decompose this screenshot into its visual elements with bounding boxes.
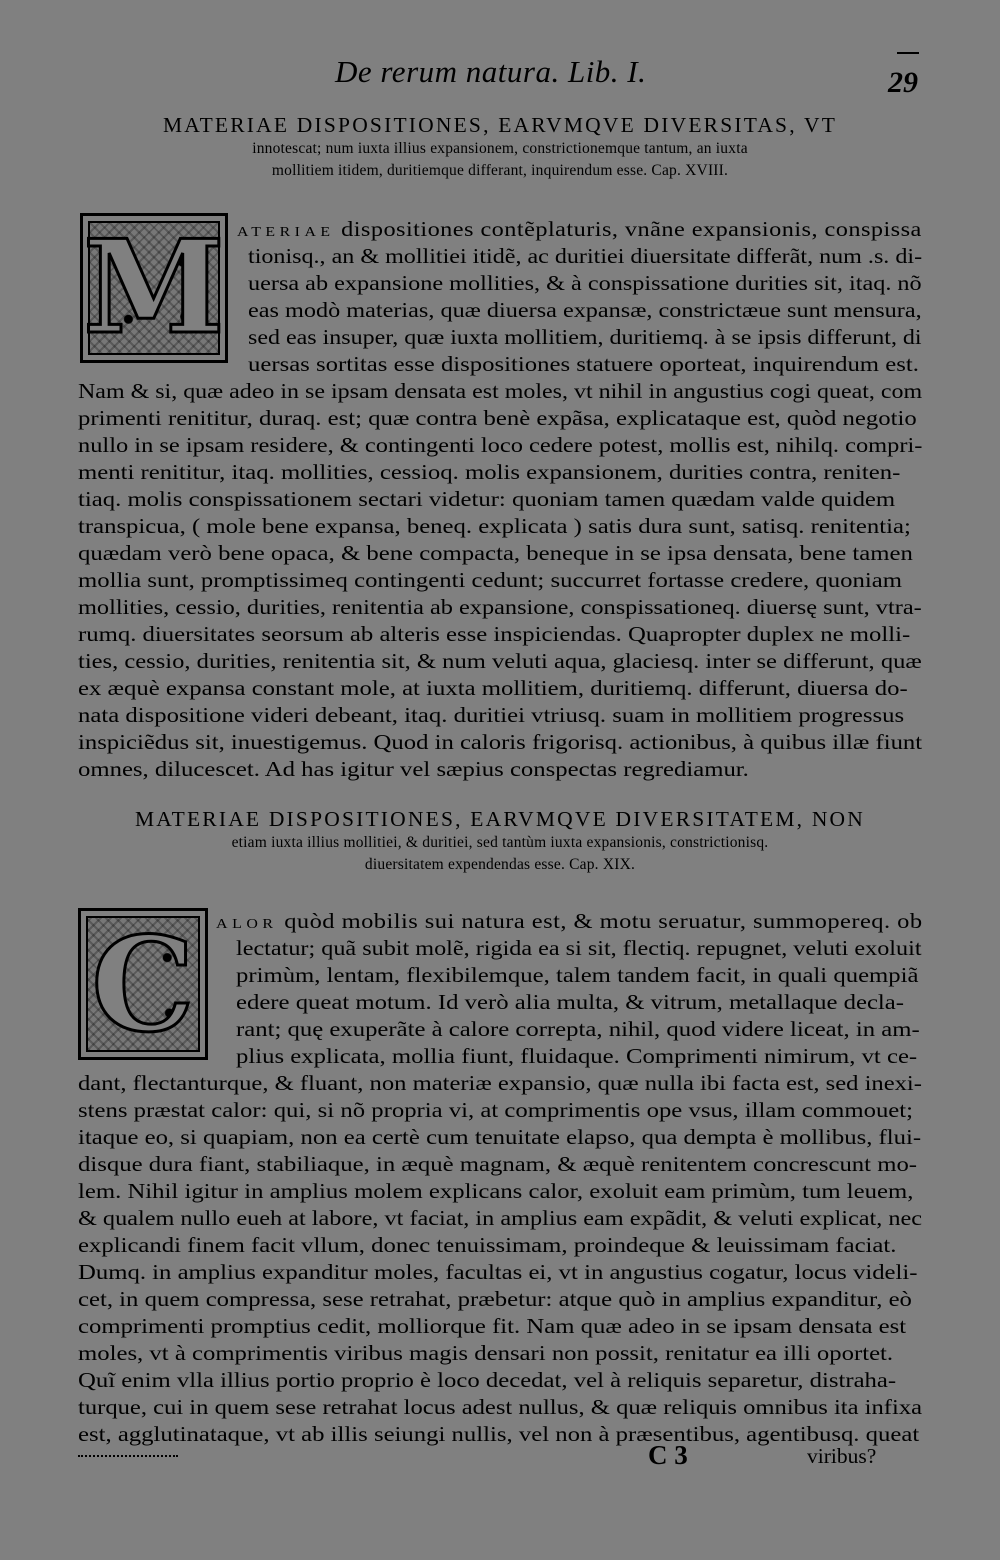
chapter-heading-xviii <box>75 112 925 182</box>
text-line: Dumq. in amplius expanditur moles, facultas ei, vt in angustius cogatur, locus videli- <box>78 1260 918 1284</box>
signature-mark: C 3 <box>648 1440 688 1470</box>
initial-letter: M <box>83 213 225 363</box>
decorated-initial-m <box>80 213 228 363</box>
text-line: uersa ab expansione mollities, & à conspissatione durities sit, itaq. nõ <box>248 271 922 295</box>
text-line: quædam verò bene opaca, & bene compacta, beneque in se ipsa densata, bene tamen <box>78 541 913 565</box>
footer-rule <box>78 1455 178 1457</box>
text-line: comprimenti promptius cedit, molliorque fit. Nam quæ adeo in se ipsam densata est <box>78 1314 907 1338</box>
chapter-title: MATERIAE DISPOSITIONES, EARVMQVE DIVERSITATEM, NON <box>134 807 866 831</box>
chapter-subtitle-line: mollitiem itidem, duritiemque differant, inquirendum esse. Cap. XVIII. <box>271 162 729 179</box>
text-line: est, agglutinataque, vt ab illis seiungi nullis, vel non à præsentibus, agentibusq. queat <box>78 1422 920 1446</box>
chapter-heading-xix <box>75 806 925 876</box>
catchword: viribus? <box>807 1444 877 1468</box>
text-line: lem. Nihil igitur in amplius molem explicans calor, exoluit eam primùm, tum leuem, <box>78 1179 914 1203</box>
text-line: rumq. diuersitates seorsum ab alteris esse inspiciendas. Quapropter duplex ne molli- <box>78 622 911 646</box>
page-number: 29 <box>888 66 918 99</box>
text-line: plius explicata, mollia fiunt, fluidaque. Comprimenti nimirum, vt ce- <box>236 1044 918 1068</box>
text-line: tiaq. molis conspissationem sectari videtur: quoniam tamen quædam valde quidem <box>78 487 896 511</box>
text-line <box>216 908 923 938</box>
text-line: disque dura fiant, stabiliaque, in æquè magnam, & æquè renitentem concrescunt mo- <box>78 1152 918 1176</box>
text-line: itaque eo, si quapiam, non ea certè cum tenuitate elapso, qua dempta è mollibus, flui- <box>78 1125 922 1149</box>
text-line <box>237 216 922 246</box>
text-line: mollities, cessio, durities, renitentia ab expansione, conspissationeq. diuersę sunt, vtra- <box>78 595 922 619</box>
text-line: stens præstat calor: qui, si nõ propria vi, at comprimentis ope vsus, illam commouet; <box>78 1098 914 1122</box>
text-line: primenti renititur, duraq. est; quæ contra benè expãsa, explicataque est, quòd negotio <box>78 406 917 430</box>
text-line: ties, cessio, durities, renitentia sit, & num veluti aqua, glaciesq. inter se differunt, quæ <box>78 649 922 673</box>
text-line: & qualem nullo eueh at labore, vt faciat, in amplius eam expãdit, & veluti explicat, nec <box>78 1206 923 1230</box>
text-line: transpicua, ( mole bene expansa, beneq. explicata ) satis dura sunt, satisq. renitentia; <box>78 514 911 538</box>
text-line: ex æquè expansa constant mole, at iuxta mollitiem, duritiemq. differunt, diuersa do- <box>78 676 908 700</box>
text-line: inspiciẽdus sit, inuestigemus. Quod in caloris frigorisq. actionibus, à quibus illæ fiunt <box>78 730 923 754</box>
line-text: quòd mobilis sui natura est, & motu seruatur, summopereq. ob <box>284 909 923 933</box>
text-line: menti renititur, itaq. mollities, cessioq. molis expansionem, durities contra, reniten- <box>78 460 901 484</box>
text-line: mollia sunt, promptissimeq contingenti cedunt; succurret fortasse credere, quoniam <box>78 568 902 592</box>
text-line: explicandi finem facit vllum, donec tenuissimam, proindeque & leuissimam faciat. <box>78 1233 897 1257</box>
running-head <box>0 52 1000 102</box>
chapter-title: MATERIAE DISPOSITIONES, EARVMQVE DIVERSITAS, VT <box>162 113 838 137</box>
opening-word: ALOR <box>216 917 278 932</box>
line-text: dispositiones contẽplaturis, vnãne expansionis, conspissa <box>341 217 922 241</box>
chapter-subtitle-line: innotescat; num iuxta illius expansionem, constrictionemque tantum, an iuxta <box>252 140 748 157</box>
text-line: primùm, lentam, flexibilemque, talem tandem facit, in quali quempiã <box>236 963 919 987</box>
text-line: lectatur; quã subit molẽ, rigida ea si sit, flectiq. repugnet, veluti exoluit <box>236 936 922 960</box>
text-line: eas modò materias, quæ diuersa expansæ, constrictæue sunt mensura, <box>248 298 922 322</box>
running-title: De rerum natura. Lib. I. <box>335 54 647 89</box>
text-line: cet, in quem compressa, sese retrahat, præbetur: atque quò in amplius expanditur, eò <box>78 1287 912 1311</box>
decorated-initial-c <box>78 908 208 1060</box>
text-line: Nam & si, quæ adeo in se ipsam densata est moles, vt nihil in angustius cogi queat, com <box>78 379 923 403</box>
text-line: nata dispositione videri debeant, itaq. duritiei vtriusq. suam in mollitiem progressus <box>78 703 905 727</box>
chapter-subtitle-line: etiam iuxta illius mollitiei, & duritiei, sed tantùm iuxta expansionis, constrictionisq. <box>231 834 769 851</box>
text-line: tionisq., an & mollitiei itidẽ, ac duritiei diuersitate differãt, num .s. di- <box>248 244 923 268</box>
text-line: uersas sortitas esse dispositiones statuere oporteat, inquirendum est. <box>248 352 919 376</box>
text-line: rant; quę exuperãte à calore correpta, nihil, quod videre liceat, in am- <box>236 1017 920 1041</box>
text-line: nullo in se ipsam residere, & contingenti loco cedere potest, mollis est, nihilq. compri- <box>78 433 923 457</box>
text-line: turque, cui in quem sese retrahat locus adest nullus, & quæ reliquis omnibus ita infixa <box>78 1395 923 1419</box>
text-line: omnes, dilucescet. Ad has igitur vel sæpius conspectas regrediamur. <box>78 757 749 781</box>
initial-letter: C <box>91 907 195 1061</box>
text-line: dant, flectanturque, & fluant, non materiæ expansio, quæ nulla ibi facta est, sed inexi- <box>78 1071 922 1095</box>
decorative-rule <box>897 52 919 54</box>
text-line: moles, vt à comprimentis viribus magis densari non possit, renitatur ea illi oportet. <box>78 1341 894 1365</box>
opening-word: ATERIAE <box>237 225 335 240</box>
text-line: sed eas insuper, quæ iuxta mollitiem, duritiemq. à se ipsis differunt, di <box>248 325 922 349</box>
chapter-subtitle-line: diuersitatem expendendas esse. Cap. XIX. <box>364 856 636 873</box>
text-line: edere queat motum. Id verò alia multa, & vitrum, metallaque decla- <box>236 990 905 1014</box>
text-line: Quĩ enim vlla illius portio proprio è loco decedat, vel à reliquis separetur, distraha- <box>78 1368 897 1392</box>
